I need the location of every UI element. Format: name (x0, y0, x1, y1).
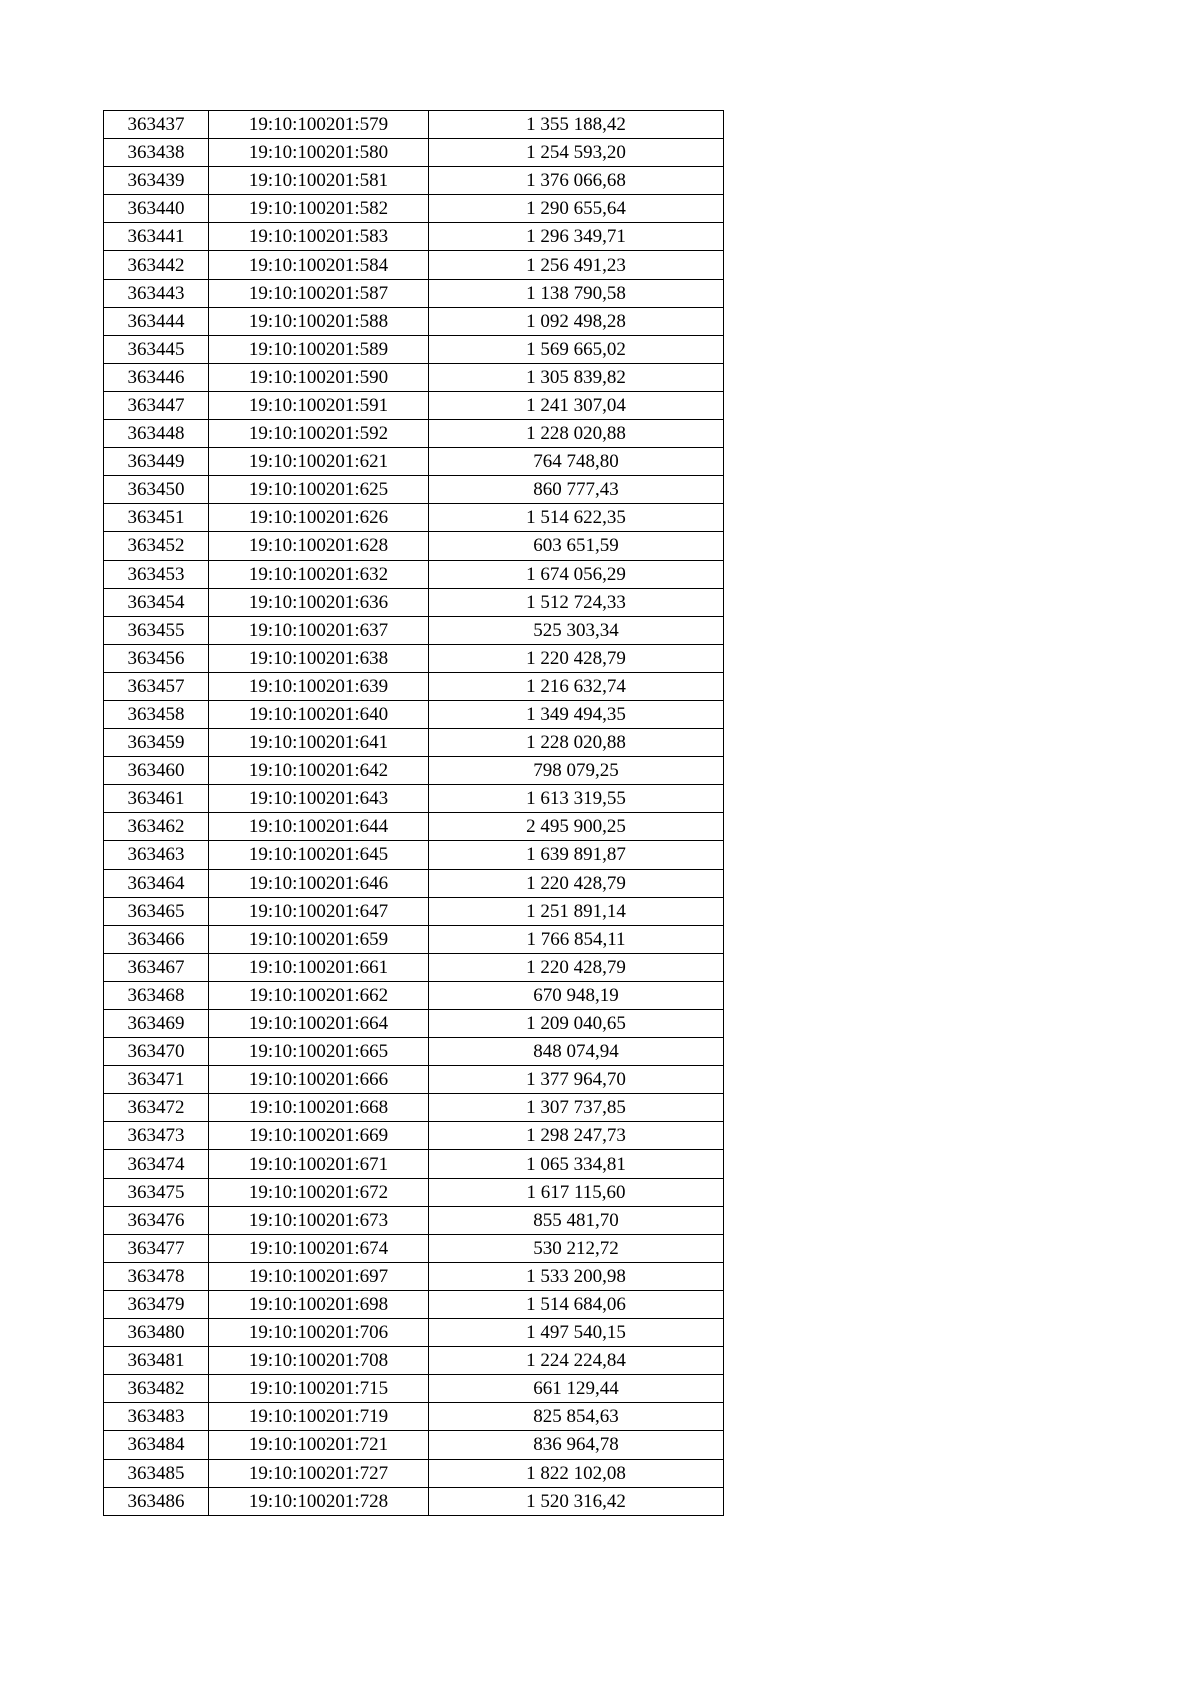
value-cell: 1 376 066,68 (429, 167, 724, 195)
table-row (104, 448, 724, 476)
value-cell: 1 296 349,71 (429, 223, 724, 251)
record-number-cell: 363444 (104, 307, 209, 335)
cadastral-number-cell: 19:10:100201:637 (209, 616, 429, 644)
value-cell: 1 256 491,23 (429, 251, 724, 279)
table-row (104, 1459, 724, 1487)
cadastral-number-cell: 19:10:100201:647 (209, 897, 429, 925)
cadastral-number-cell: 19:10:100201:673 (209, 1206, 429, 1234)
record-number-cell: 363450 (104, 476, 209, 504)
record-number-cell: 363469 (104, 1010, 209, 1038)
table-row (104, 981, 724, 1009)
record-number-cell: 363473 (104, 1122, 209, 1150)
value-cell: 860 777,43 (429, 476, 724, 504)
value-cell: 1 514 684,06 (429, 1290, 724, 1318)
value-cell: 1 520 316,42 (429, 1487, 724, 1515)
cadastral-number-cell: 19:10:100201:579 (209, 111, 429, 139)
record-number-cell: 363446 (104, 363, 209, 391)
record-number-cell: 363470 (104, 1038, 209, 1066)
record-number-cell: 363439 (104, 167, 209, 195)
record-number-cell: 363454 (104, 588, 209, 616)
data-table (103, 110, 724, 1516)
table-row (104, 841, 724, 869)
cadastral-number-cell: 19:10:100201:671 (209, 1150, 429, 1178)
table-row (104, 139, 724, 167)
table-row (104, 1178, 724, 1206)
table-row (104, 616, 724, 644)
cadastral-number-cell: 19:10:100201:589 (209, 335, 429, 363)
record-number-cell: 363448 (104, 420, 209, 448)
cadastral-number-cell: 19:10:100201:666 (209, 1066, 429, 1094)
value-cell: 1 228 020,88 (429, 729, 724, 757)
record-number-cell: 363437 (104, 111, 209, 139)
record-number-cell: 363451 (104, 504, 209, 532)
record-number-cell: 363466 (104, 925, 209, 953)
cadastral-number-cell: 19:10:100201:584 (209, 251, 429, 279)
value-cell: 1 533 200,98 (429, 1262, 724, 1290)
table-row (104, 1375, 724, 1403)
record-number-cell: 363440 (104, 195, 209, 223)
value-cell: 1 220 428,79 (429, 869, 724, 897)
record-number-cell: 363478 (104, 1262, 209, 1290)
value-cell: 1 298 247,73 (429, 1122, 724, 1150)
cadastral-number-cell: 19:10:100201:641 (209, 729, 429, 757)
cadastral-number-cell: 19:10:100201:672 (209, 1178, 429, 1206)
table-row (104, 476, 724, 504)
table-body (104, 111, 724, 1516)
cadastral-number-cell: 19:10:100201:632 (209, 560, 429, 588)
value-cell: 670 948,19 (429, 981, 724, 1009)
value-cell: 1 209 040,65 (429, 1010, 724, 1038)
table-row (104, 1038, 724, 1066)
cadastral-number-cell: 19:10:100201:588 (209, 307, 429, 335)
record-number-cell: 363449 (104, 448, 209, 476)
table-row (104, 1319, 724, 1347)
record-number-cell: 363458 (104, 700, 209, 728)
table-row (104, 1010, 724, 1038)
value-cell: 855 481,70 (429, 1206, 724, 1234)
record-number-cell: 363468 (104, 981, 209, 1009)
table-row (104, 672, 724, 700)
cadastral-number-cell: 19:10:100201:661 (209, 953, 429, 981)
table-row (104, 532, 724, 560)
table-row (104, 279, 724, 307)
record-number-cell: 363452 (104, 532, 209, 560)
cadastral-number-cell: 19:10:100201:668 (209, 1094, 429, 1122)
table-row (104, 1094, 724, 1122)
cadastral-number-cell: 19:10:100201:640 (209, 700, 429, 728)
value-cell: 2 495 900,25 (429, 813, 724, 841)
table-row (104, 504, 724, 532)
cadastral-number-cell: 19:10:100201:583 (209, 223, 429, 251)
table-row (104, 251, 724, 279)
cadastral-number-cell: 19:10:100201:638 (209, 644, 429, 672)
value-cell: 764 748,80 (429, 448, 724, 476)
cadastral-number-cell: 19:10:100201:719 (209, 1403, 429, 1431)
value-cell: 1 639 891,87 (429, 841, 724, 869)
value-cell: 1 290 655,64 (429, 195, 724, 223)
record-number-cell: 363475 (104, 1178, 209, 1206)
table-row (104, 1122, 724, 1150)
cadastral-number-cell: 19:10:100201:669 (209, 1122, 429, 1150)
table-row (104, 785, 724, 813)
table-row (104, 420, 724, 448)
table-row (104, 644, 724, 672)
cadastral-number-cell: 19:10:100201:591 (209, 391, 429, 419)
value-cell: 1 514 622,35 (429, 504, 724, 532)
cadastral-number-cell: 19:10:100201:587 (209, 279, 429, 307)
cadastral-number-cell: 19:10:100201:698 (209, 1290, 429, 1318)
cadastral-number-cell: 19:10:100201:639 (209, 672, 429, 700)
record-number-cell: 363482 (104, 1375, 209, 1403)
value-cell: 836 964,78 (429, 1431, 724, 1459)
cadastral-number-cell: 19:10:100201:626 (209, 504, 429, 532)
record-number-cell: 363485 (104, 1459, 209, 1487)
value-cell: 1 305 839,82 (429, 363, 724, 391)
record-number-cell: 363443 (104, 279, 209, 307)
value-cell: 1 349 494,35 (429, 700, 724, 728)
record-number-cell: 363472 (104, 1094, 209, 1122)
value-cell: 1 241 307,04 (429, 391, 724, 419)
record-number-cell: 363484 (104, 1431, 209, 1459)
record-number-cell: 363480 (104, 1319, 209, 1347)
cadastral-number-cell: 19:10:100201:636 (209, 588, 429, 616)
table-row (104, 953, 724, 981)
record-number-cell: 363459 (104, 729, 209, 757)
record-number-cell: 363438 (104, 139, 209, 167)
value-cell: 1 216 632,74 (429, 672, 724, 700)
table-row (104, 1262, 724, 1290)
value-cell: 661 129,44 (429, 1375, 724, 1403)
table-row (104, 757, 724, 785)
record-number-cell: 363477 (104, 1234, 209, 1262)
value-cell: 1 617 115,60 (429, 1178, 724, 1206)
table-row (104, 869, 724, 897)
table-row (104, 1206, 724, 1234)
record-number-cell: 363467 (104, 953, 209, 981)
cadastral-number-cell: 19:10:100201:664 (209, 1010, 429, 1038)
cadastral-number-cell: 19:10:100201:625 (209, 476, 429, 504)
value-cell: 1 613 319,55 (429, 785, 724, 813)
table-row (104, 700, 724, 728)
cadastral-number-cell: 19:10:100201:728 (209, 1487, 429, 1515)
cadastral-number-cell: 19:10:100201:592 (209, 420, 429, 448)
table-row (104, 223, 724, 251)
cadastral-number-cell: 19:10:100201:645 (209, 841, 429, 869)
table-row (104, 195, 724, 223)
table-row (104, 391, 724, 419)
record-number-cell: 363457 (104, 672, 209, 700)
table-row (104, 1487, 724, 1515)
value-cell: 525 303,34 (429, 616, 724, 644)
table-row (104, 335, 724, 363)
cadastral-number-cell: 19:10:100201:662 (209, 981, 429, 1009)
value-cell: 530 212,72 (429, 1234, 724, 1262)
value-cell: 1 497 540,15 (429, 1319, 724, 1347)
table-row (104, 1234, 724, 1262)
table-row (104, 111, 724, 139)
table-row (104, 588, 724, 616)
cadastral-number-cell: 19:10:100201:582 (209, 195, 429, 223)
value-cell: 825 854,63 (429, 1403, 724, 1431)
record-number-cell: 363460 (104, 757, 209, 785)
value-cell: 1 512 724,33 (429, 588, 724, 616)
record-number-cell: 363465 (104, 897, 209, 925)
value-cell: 1 065 334,81 (429, 1150, 724, 1178)
cadastral-number-cell: 19:10:100201:581 (209, 167, 429, 195)
record-number-cell: 363464 (104, 869, 209, 897)
cadastral-number-cell: 19:10:100201:674 (209, 1234, 429, 1262)
table-row (104, 363, 724, 391)
record-number-cell: 363453 (104, 560, 209, 588)
table-row (104, 897, 724, 925)
table-row (104, 1290, 724, 1318)
cadastral-number-cell: 19:10:100201:643 (209, 785, 429, 813)
value-cell: 1 307 737,85 (429, 1094, 724, 1122)
record-number-cell: 363441 (104, 223, 209, 251)
cadastral-number-cell: 19:10:100201:644 (209, 813, 429, 841)
cadastral-number-cell: 19:10:100201:590 (209, 363, 429, 391)
value-cell: 1 822 102,08 (429, 1459, 724, 1487)
value-cell: 1 569 665,02 (429, 335, 724, 363)
table-row (104, 307, 724, 335)
value-cell: 798 079,25 (429, 757, 724, 785)
value-cell: 848 074,94 (429, 1038, 724, 1066)
cadastral-number-cell: 19:10:100201:721 (209, 1431, 429, 1459)
cadastral-number-cell: 19:10:100201:706 (209, 1319, 429, 1347)
record-number-cell: 363474 (104, 1150, 209, 1178)
record-number-cell: 363462 (104, 813, 209, 841)
table-row (104, 1066, 724, 1094)
record-number-cell: 363481 (104, 1347, 209, 1375)
table-row (104, 1403, 724, 1431)
value-cell: 1 254 593,20 (429, 139, 724, 167)
cadastral-number-cell: 19:10:100201:727 (209, 1459, 429, 1487)
value-cell: 1 220 428,79 (429, 644, 724, 672)
table-row (104, 560, 724, 588)
table-row (104, 167, 724, 195)
value-cell: 1 377 964,70 (429, 1066, 724, 1094)
cadastral-number-cell: 19:10:100201:708 (209, 1347, 429, 1375)
cadastral-number-cell: 19:10:100201:665 (209, 1038, 429, 1066)
cadastral-number-cell: 19:10:100201:628 (209, 532, 429, 560)
record-number-cell: 363476 (104, 1206, 209, 1234)
record-number-cell: 363471 (104, 1066, 209, 1094)
record-number-cell: 363442 (104, 251, 209, 279)
value-cell: 1 220 428,79 (429, 953, 724, 981)
table-row (104, 729, 724, 757)
value-cell: 603 651,59 (429, 532, 724, 560)
record-number-cell: 363445 (104, 335, 209, 363)
cadastral-number-cell: 19:10:100201:646 (209, 869, 429, 897)
record-number-cell: 363455 (104, 616, 209, 644)
cadastral-number-cell: 19:10:100201:642 (209, 757, 429, 785)
record-number-cell: 363483 (104, 1403, 209, 1431)
record-number-cell: 363486 (104, 1487, 209, 1515)
value-cell: 1 766 854,11 (429, 925, 724, 953)
cadastral-number-cell: 19:10:100201:715 (209, 1375, 429, 1403)
value-cell: 1 092 498,28 (429, 307, 724, 335)
value-cell: 1 228 020,88 (429, 420, 724, 448)
record-number-cell: 363463 (104, 841, 209, 869)
record-number-cell: 363461 (104, 785, 209, 813)
value-cell: 1 224 224,84 (429, 1347, 724, 1375)
value-cell: 1 251 891,14 (429, 897, 724, 925)
record-number-cell: 363479 (104, 1290, 209, 1318)
table-row (104, 1347, 724, 1375)
cadastral-number-cell: 19:10:100201:580 (209, 139, 429, 167)
table-row (104, 1431, 724, 1459)
table-row (104, 1150, 724, 1178)
value-cell: 1 355 188,42 (429, 111, 724, 139)
value-cell: 1 674 056,29 (429, 560, 724, 588)
value-cell: 1 138 790,58 (429, 279, 724, 307)
cadastral-number-cell: 19:10:100201:621 (209, 448, 429, 476)
cadastral-number-cell: 19:10:100201:659 (209, 925, 429, 953)
record-number-cell: 363447 (104, 391, 209, 419)
table-row (104, 925, 724, 953)
cadastral-number-cell: 19:10:100201:697 (209, 1262, 429, 1290)
table-row (104, 813, 724, 841)
record-number-cell: 363456 (104, 644, 209, 672)
